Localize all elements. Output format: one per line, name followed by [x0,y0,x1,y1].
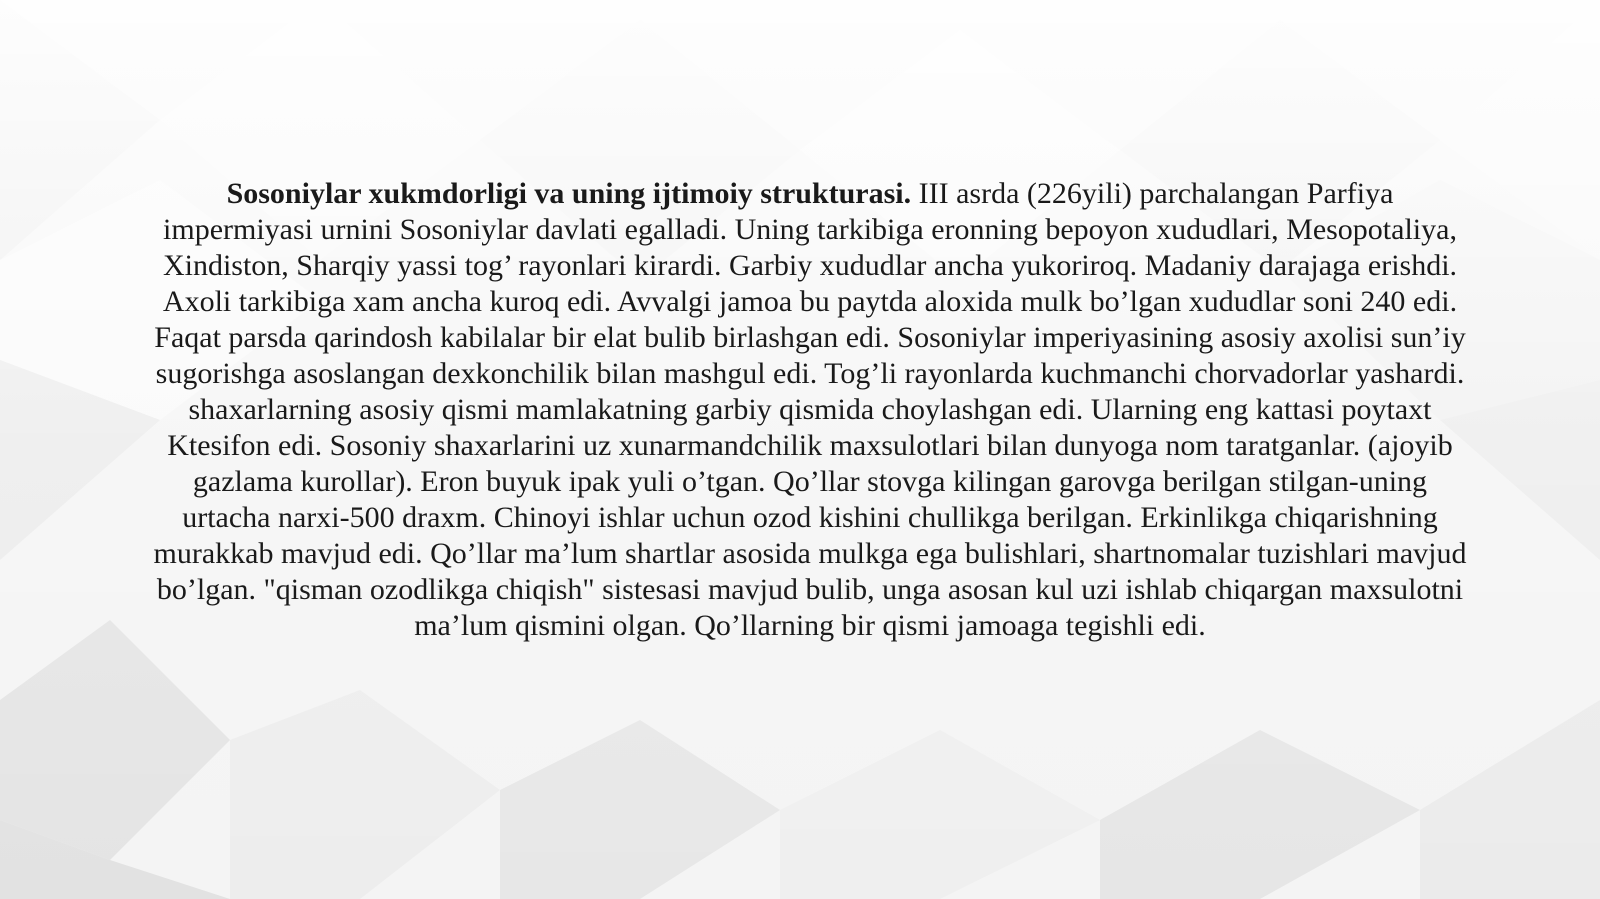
slide-body-text: III asrda (226yili) parchalangan Parfiya impermiyasi urnini Sosoniylar davlati egalladi. Uning tarkibiga eronning bepoyon xududlari, Mesopotaliya, Xindiston, Sharqiy yassi tog’ rayonlari kirardi. Garbiy xududlar ancha yukoriroq. Madaniy darajaga erishdi. Axoli tarkibiga xam ancha kuroq edi. Avvalgi jamoa bu paytda aloxida mulk bo’lgan xududlar soni 240 edi. Faqat parsda qarindosh kabilalar bir elat bulib birlashgan edi. Sosoniylar imperiyasining asosiy axolisi sun’iy sugorishga asoslangan dexkonchilik bilan mashgul edi. Tog’li rayonlarda kuchmanchi chorvadorlar yashardi. shaxarlarning asosiy qismi mamlakatning garbiy qismida choylashgan edi. Ularning eng kattasi poytaxt Ktesifon edi. Sosoniy shaxarlarini uz xunarmandchilik maxsulotlari bilan dunyoga nom taratganlar. (ajoyib gazlama kurollar). Eron buyuk ipak yuli o’tgan. Qo’llar stovga kilingan garovga berilgan stilgan-uning urtacha narxi-500 draxm. Chinoyi ishlar uchun ozod kishini chullikga berilgan. Erkinlikga chiqarishning murakkab mavjud edi. Qo’llar ma’lum shartlar asosida mulkga ega bulishlari, shartnomalar tuzishlari mavjud bo’lgan. "qisman ozodlikga chiqish" sistesasi mavjud bulib, unga asosan kul uzi ishlab chiqargan maxsulotni ma’lum qismini olgan. Qo’llarning bir qismi jamoaga tegishli edi. [153,177,1467,642]
slide-paragraph [150,176,1470,644]
slide-heading: Sosoniylar xukmdorligi va uning ijtimoiy strukturasi. [226,177,912,210]
